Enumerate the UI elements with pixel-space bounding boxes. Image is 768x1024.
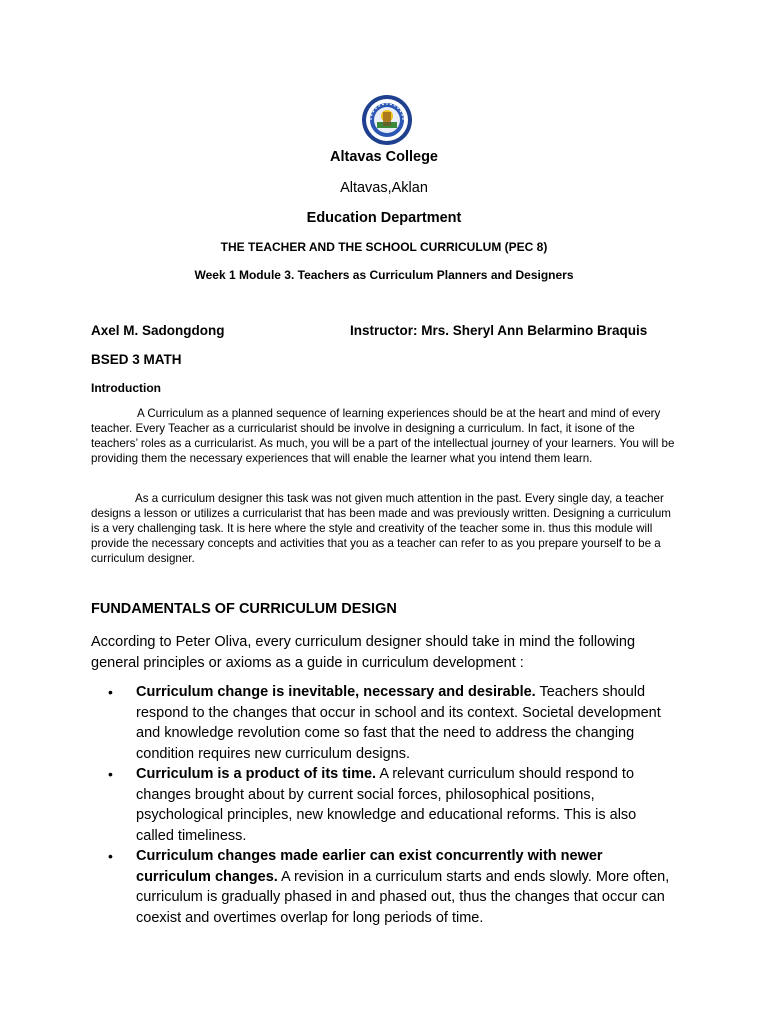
principle-text: A revision in a curriculum starts and ends slowly. More often, curriculum is gradually phased in and phased out, thus the changes that occur can coexist and overtimes overlap for long periods of time. [136, 868, 670, 926]
college-seal-logo [361, 94, 413, 146]
student-name: Axel M. Sadongdong [91, 323, 225, 338]
principle-text: Teachers should respond to the changes that occur in school and its context. Societal development and knowledge revolution come so fast that the need to address the changing condition requires new curriculum designs. [136, 684, 661, 762]
college-name: Altavas College [330, 149, 438, 165]
module-title: Week 1 Module 3. Teachers as Curriculum Planners and Designers [194, 268, 574, 282]
department-name: Education Department [306, 210, 462, 226]
list-item [108, 846, 678, 928]
program-label: BSED 3 MATH [91, 352, 182, 367]
bullet-icon: • [108, 684, 113, 700]
principle-title: Curriculum changes made earlier can exist concurrently with newer curriculum changes. [136, 848, 603, 885]
fundamentals-lead-paragraph: According to Peter Oliva, every curriculum designer should take in mind the following general principles or axioms as a guide in curriculum development : [91, 634, 636, 671]
introduction-paragraph-1: A Curriculum as a planned sequence of learning experiences should be at the heart and mind of every teacher. Every Teacher as a curricularist should be involve in designing a curriculum. In fact, it isone of the teachers’ roles as a curricularist. As much, you will be a part of the intellectual journey of your learners. You will be providing them the necessary experiences that will enable the learner what you intend them learn. [91, 407, 675, 465]
introduction-heading: Introduction [91, 381, 161, 395]
bullet-icon: • [108, 848, 113, 864]
course-title: THE TEACHER AND THE SCHOOL CURRICULUM (PEC 8) [220, 240, 548, 254]
principle-text: A relevant curriculum should respond to changes brought about by current social forces, philosophical positions, psychological principles, new knowledge and educational reforms. This is also called timeliness. [136, 766, 637, 844]
principles-list [108, 682, 678, 928]
bullet-icon: • [108, 766, 113, 782]
fundamentals-heading: FUNDAMENTALS OF CURRICULUM DESIGN [91, 601, 397, 617]
college-location: Altavas,Aklan [340, 180, 428, 196]
principle-title: Curriculum is a product of its time. [136, 766, 377, 782]
principle-title: Curriculum change is inevitable, necessary and desirable. [136, 684, 536, 700]
list-item [108, 764, 678, 846]
college-seal-icon [361, 94, 413, 146]
list-item [108, 682, 678, 764]
introduction-paragraph-2: As a curriculum designer this task was not given much attention in the past. Every single day, a teacher designs a lesson or utilizes a curricularist that has been made and was previously written. Designing a curriculum is a very challenging task. It is here where the style and creativity of the teacher some in. thus this module will provide the necessary concepts and activities that you as a teacher can refer to as you prepare yourself to be a curriculum designer. [91, 492, 671, 565]
instructor-name: Instructor: Mrs. Sheryl Ann Belarmino Braquis [350, 323, 648, 338]
